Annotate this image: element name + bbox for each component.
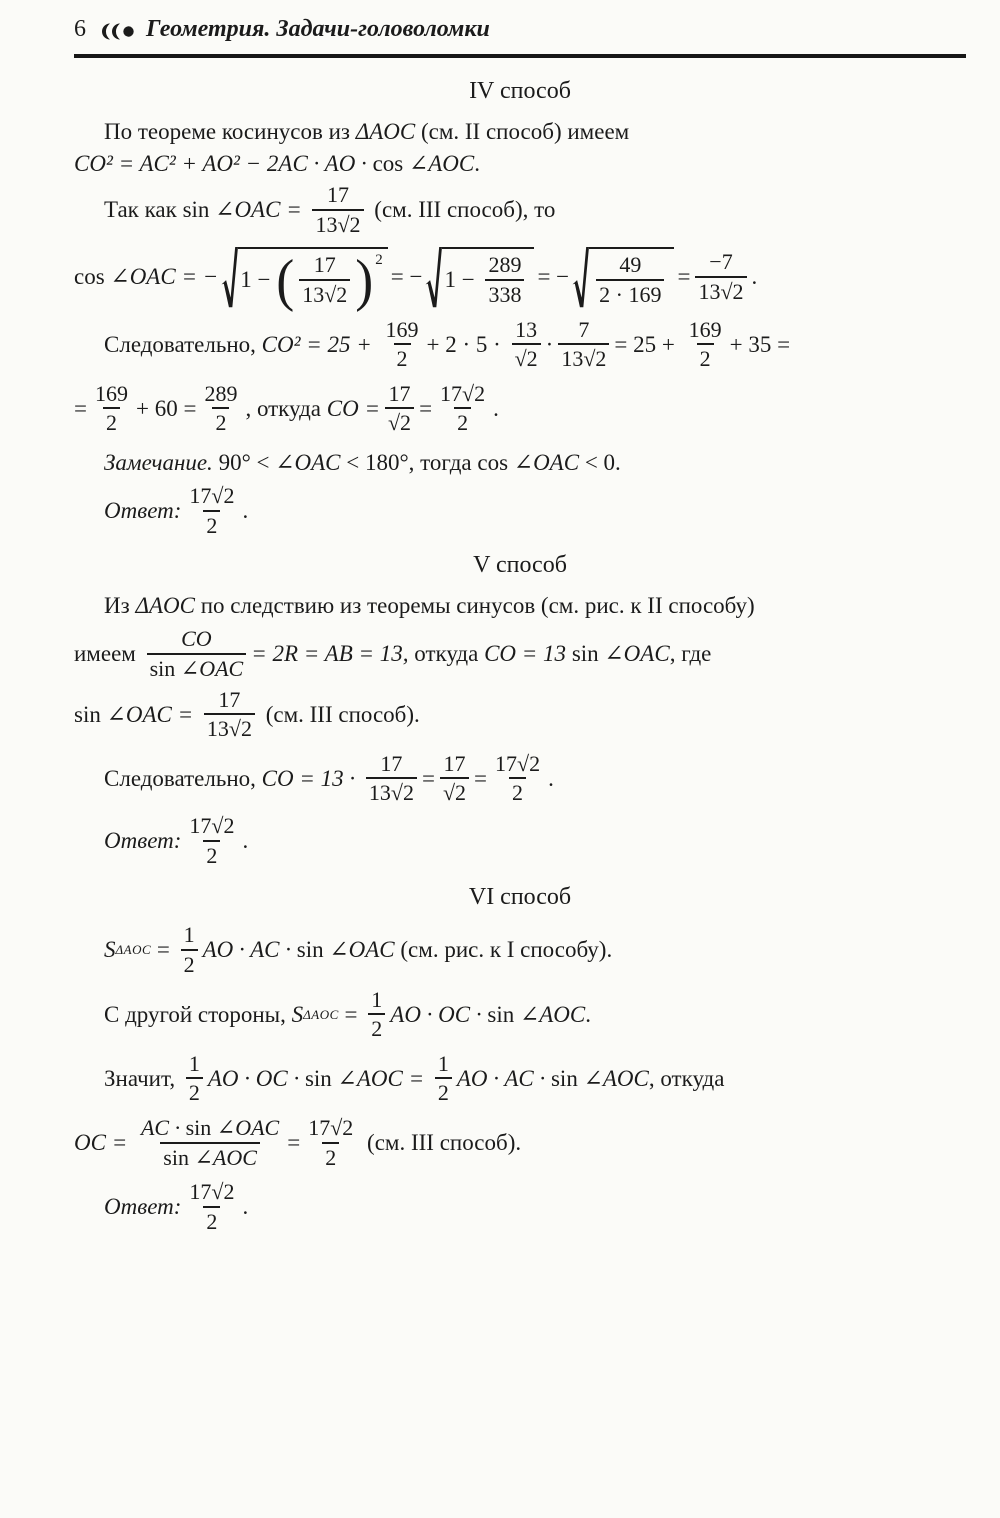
formula-term: ∠OAC = − bbox=[110, 264, 219, 290]
fraction-denominator: 2 bbox=[186, 1077, 203, 1106]
fraction bbox=[312, 183, 363, 237]
answer-label: Ответ: bbox=[104, 498, 182, 524]
fraction-denominator: 13√2 bbox=[695, 276, 746, 305]
answer-label: Ответ: bbox=[104, 828, 182, 854]
fraction-numerator: CO bbox=[181, 626, 212, 652]
fraction-denominator: 2 bbox=[203, 840, 220, 869]
formula-term: 1 − bbox=[240, 267, 277, 293]
fraction-numerator: 17√2 bbox=[189, 813, 235, 838]
fraction-numerator: 1 bbox=[437, 1050, 449, 1076]
fraction-denominator: 2 · 169 bbox=[596, 279, 664, 308]
formula-term: + 2 · 5 · bbox=[426, 331, 507, 357]
fraction-denominator: 2 bbox=[435, 1077, 452, 1106]
formula-term: sin bbox=[185, 1115, 217, 1140]
fraction-denominator: 13√2 bbox=[299, 279, 350, 308]
formula-term: sin bbox=[74, 701, 107, 727]
formula-term: + 35 = bbox=[729, 331, 791, 357]
fraction-numerator bbox=[138, 1116, 282, 1142]
equation-area-equality bbox=[104, 1052, 966, 1106]
formula-term: = bbox=[421, 765, 435, 791]
running-title: Геометрия. Задачи-головоломки bbox=[146, 16, 490, 42]
equation-co-squared bbox=[104, 318, 966, 372]
text-run: Так как bbox=[104, 197, 183, 223]
fraction-numerator: 17 bbox=[327, 182, 349, 207]
fraction-denominator: 2 bbox=[394, 343, 411, 372]
formula-term: · bbox=[545, 331, 554, 357]
fraction bbox=[186, 1180, 237, 1234]
formula-term: ∠OAC bbox=[329, 937, 395, 963]
equation-oc-final bbox=[74, 1116, 966, 1170]
fraction bbox=[437, 382, 488, 436]
fraction bbox=[201, 382, 240, 436]
fraction bbox=[385, 382, 414, 436]
formula-term: = bbox=[74, 395, 87, 421]
fraction-numerator: 17 bbox=[218, 686, 241, 712]
paragraph-cosine-theorem bbox=[104, 119, 966, 145]
formula-term: sin bbox=[571, 641, 605, 667]
fraction bbox=[92, 382, 131, 436]
formula-term: = 2R = AB = 13, bbox=[251, 641, 415, 667]
fraction-numerator: 7 bbox=[578, 316, 590, 342]
fraction-denominator: √2 bbox=[512, 343, 541, 372]
formula-term: OC = bbox=[74, 1130, 133, 1156]
fraction-numerator: 169 bbox=[94, 380, 128, 406]
formula-term: AO · OC · bbox=[207, 1065, 305, 1091]
formula-term: CO = 13 · bbox=[261, 765, 361, 791]
text-run: < 0. bbox=[579, 450, 621, 475]
section-heading-v: V способ bbox=[473, 552, 567, 579]
fraction-numerator: 17√2 bbox=[440, 380, 486, 406]
text-run: < 180°, тогда cos bbox=[340, 450, 514, 475]
formula-term: . bbox=[751, 264, 758, 290]
text-run: , где bbox=[669, 641, 712, 667]
fraction bbox=[492, 752, 543, 806]
radical-sign bbox=[425, 247, 442, 307]
fraction-denominator: 338 bbox=[485, 279, 524, 308]
fraction-numerator: 169 bbox=[688, 316, 722, 342]
equation-area-1 bbox=[104, 923, 966, 977]
fraction-denominator bbox=[160, 1142, 260, 1171]
text-run: 90° < bbox=[212, 450, 276, 475]
square-root bbox=[221, 247, 388, 313]
formula-term: CO² = AC² + AO² − 2AC · AO · bbox=[74, 151, 373, 176]
equation-cosine-law bbox=[74, 151, 966, 177]
fraction-denominator: √2 bbox=[440, 777, 469, 806]
fraction-numerator: 13 bbox=[515, 316, 538, 342]
radical-sign bbox=[572, 247, 589, 307]
formula-term: sin bbox=[182, 197, 216, 223]
fraction-denominator: 2 bbox=[454, 407, 471, 436]
text-run: (см. II способ) имеем bbox=[415, 119, 630, 144]
fraction bbox=[305, 1116, 356, 1170]
formula-term: ∠AOC bbox=[194, 1144, 257, 1170]
formula-term: ∠OAC = bbox=[215, 197, 308, 223]
fraction-numerator: 1 bbox=[188, 1050, 200, 1076]
formula-term: = bbox=[474, 765, 487, 791]
remark-label: Замечание. bbox=[104, 450, 213, 475]
formula-term: = 25 + bbox=[614, 331, 681, 357]
fraction-numerator: 17√2 bbox=[495, 750, 541, 776]
formula-term: + 60 = bbox=[135, 395, 197, 421]
fraction-numerator: 1 bbox=[371, 986, 383, 1012]
header-ornament-icon bbox=[98, 23, 134, 40]
fraction-numerator: 17 bbox=[313, 252, 336, 278]
formula-term: CO² = 25 + bbox=[261, 331, 378, 357]
fraction bbox=[366, 752, 417, 806]
formula-term: ∠OAC bbox=[216, 1115, 280, 1140]
section-heading-iv: IV способ bbox=[469, 78, 571, 104]
formula-term: = − bbox=[537, 264, 570, 290]
fraction bbox=[485, 253, 524, 307]
formula-term: cos bbox=[372, 151, 409, 176]
fraction-numerator: 17√2 bbox=[189, 1179, 235, 1205]
fraction-numerator: 1 bbox=[183, 922, 195, 948]
formula-term: CO = 13 bbox=[484, 641, 572, 667]
answer-label: Ответ: bbox=[104, 1194, 182, 1220]
text-run: (см. рис. к I способу). bbox=[394, 937, 613, 963]
formula-term: ∠OAC = bbox=[106, 701, 199, 727]
fraction-denominator: √2 bbox=[385, 407, 414, 436]
subscript: ΔAOC bbox=[115, 942, 152, 958]
text-run: по следствию из теоремы синусов (см. рис. к II способу) bbox=[194, 593, 755, 619]
equation-area-2 bbox=[104, 988, 966, 1042]
fraction-numerator: 169 bbox=[385, 316, 419, 342]
formula-term: ∠AOC bbox=[583, 1065, 649, 1091]
formula-term: = bbox=[151, 937, 176, 963]
text-run: , откуда bbox=[648, 1065, 725, 1091]
fraction-denominator: 2 bbox=[212, 407, 229, 436]
formula-term: sin bbox=[163, 1144, 195, 1170]
fraction bbox=[186, 814, 237, 868]
formula-term: sin bbox=[487, 1001, 520, 1027]
fraction-denominator: 2 bbox=[181, 949, 198, 978]
formula-term: sin bbox=[304, 1065, 338, 1091]
formula-term: . bbox=[585, 1001, 592, 1027]
formula-term: . bbox=[242, 828, 249, 854]
fraction bbox=[181, 923, 198, 977]
fraction-numerator: 289 bbox=[488, 252, 522, 278]
fraction-numerator: −7 bbox=[709, 249, 733, 275]
formula-term: . bbox=[474, 151, 481, 176]
fraction bbox=[204, 688, 255, 742]
fraction-denominator: 13√2 bbox=[558, 343, 609, 372]
fraction-numerator: 17√2 bbox=[189, 483, 235, 508]
fraction bbox=[186, 1052, 203, 1106]
fraction-denominator: 2 bbox=[322, 1142, 339, 1171]
formula-term: . bbox=[242, 1194, 249, 1220]
formula-term: = − bbox=[390, 264, 423, 290]
right-paren: ) bbox=[355, 247, 374, 313]
answer-line-iv bbox=[104, 484, 966, 538]
fraction-denominator: 2 bbox=[509, 777, 526, 806]
formula-term: sin bbox=[550, 1065, 584, 1091]
formula-term: = bbox=[338, 1001, 364, 1027]
formula-term: AO · OC · bbox=[390, 1001, 488, 1027]
answer-line-v bbox=[104, 814, 966, 868]
formula-term: cos bbox=[74, 264, 111, 290]
text-run: имеем bbox=[74, 641, 142, 667]
equation-co-result bbox=[74, 382, 966, 436]
formula-term: ∠AOC = bbox=[337, 1065, 430, 1091]
fraction bbox=[368, 988, 385, 1042]
fraction bbox=[138, 1116, 282, 1170]
text-run: Следовательно, bbox=[104, 331, 262, 357]
fraction bbox=[596, 253, 664, 307]
text-run: (см. III способ). bbox=[361, 1130, 522, 1156]
formula-term: S bbox=[104, 937, 116, 963]
text-run: По теореме косинусов из bbox=[104, 119, 356, 144]
fraction-denominator: 2 bbox=[203, 1206, 220, 1235]
formula-term: = bbox=[419, 395, 433, 421]
formula-term: sin bbox=[149, 655, 181, 681]
fraction-denominator: 2 bbox=[103, 407, 120, 436]
paragraph-sine-theorem bbox=[104, 593, 966, 619]
fraction bbox=[686, 318, 725, 372]
formula-term: AO · AC · bbox=[202, 937, 297, 963]
formula-term: ∠AOC bbox=[408, 151, 475, 176]
formula-term: S bbox=[291, 1001, 304, 1027]
formula-term: = bbox=[287, 1130, 301, 1156]
text-run: С другой стороны, bbox=[104, 1001, 292, 1027]
left-paren: ( bbox=[276, 247, 295, 313]
equation-cos-oac bbox=[74, 247, 966, 313]
formula-term: sin bbox=[296, 937, 330, 963]
page-number: 6 bbox=[74, 16, 86, 42]
subscript: ΔAOC bbox=[303, 1006, 339, 1022]
equation-co-v bbox=[104, 752, 966, 806]
fraction-numerator: 289 bbox=[204, 380, 238, 406]
fraction-numerator: 17√2 bbox=[308, 1115, 354, 1140]
formula-term: ∠AOC bbox=[519, 1001, 586, 1027]
fraction bbox=[435, 1052, 452, 1106]
text-run: , откуда bbox=[245, 395, 327, 421]
text-run: Значит, bbox=[104, 1065, 181, 1091]
formula-term: ∠OAC bbox=[513, 450, 580, 475]
formula-term: 1 − bbox=[444, 267, 481, 293]
formula-term: = bbox=[677, 264, 691, 290]
text-run: откуда bbox=[414, 641, 485, 667]
remark-line bbox=[104, 450, 966, 476]
fraction-denominator bbox=[147, 653, 247, 682]
fraction bbox=[147, 627, 247, 681]
fraction-denominator: 13√2 bbox=[366, 777, 417, 806]
fraction-denominator: 13√2 bbox=[204, 713, 255, 742]
fraction-denominator: 2 bbox=[697, 343, 714, 372]
superscript: 2 bbox=[375, 252, 383, 269]
text-run: (см. III способ). bbox=[259, 701, 420, 727]
fraction-denominator: 2 bbox=[203, 510, 220, 539]
header-rule bbox=[74, 54, 966, 58]
square-root bbox=[425, 247, 534, 307]
fraction-denominator: 2 bbox=[368, 1013, 385, 1042]
equation-sin-oac-v bbox=[74, 688, 966, 742]
fraction-numerator: 17 bbox=[443, 750, 466, 776]
formula-term: ∠OAC bbox=[604, 641, 670, 667]
fraction bbox=[299, 253, 350, 307]
formula-term: . bbox=[548, 765, 554, 791]
fraction bbox=[558, 318, 609, 372]
text-run: (см. III способ), то bbox=[368, 197, 556, 223]
equation-sin-oac bbox=[104, 183, 966, 237]
section-heading-vi: VI способ bbox=[468, 884, 572, 911]
formula-term: ∠OAC bbox=[275, 450, 341, 475]
fraction bbox=[440, 752, 469, 806]
text-run: Следовательно, bbox=[104, 765, 262, 791]
text-run: Из bbox=[104, 593, 136, 619]
formula-term: . bbox=[493, 395, 499, 421]
fraction-numerator: 17 bbox=[380, 750, 403, 776]
formula-term: AC · bbox=[140, 1115, 186, 1140]
fraction-denominator: 13√2 bbox=[312, 209, 363, 238]
formula-term: . bbox=[242, 498, 249, 524]
text-run: ΔAOC bbox=[355, 119, 416, 144]
square-root bbox=[572, 247, 674, 307]
equation-sine-law bbox=[74, 627, 966, 681]
fraction bbox=[383, 318, 422, 372]
answer-line-vi bbox=[104, 1180, 966, 1234]
fraction-numerator: 49 bbox=[619, 252, 642, 278]
fraction bbox=[695, 250, 746, 304]
radical-sign bbox=[221, 247, 238, 307]
fraction-numerator: 17 bbox=[388, 380, 411, 406]
formula-term: AO · AC · bbox=[456, 1065, 551, 1091]
text-run: ΔAOC bbox=[135, 593, 195, 619]
fraction bbox=[186, 484, 237, 538]
page-header bbox=[74, 16, 966, 43]
formula-term: CO = bbox=[326, 395, 380, 421]
fraction bbox=[512, 318, 541, 372]
formula-term: ∠OAC bbox=[180, 655, 244, 681]
